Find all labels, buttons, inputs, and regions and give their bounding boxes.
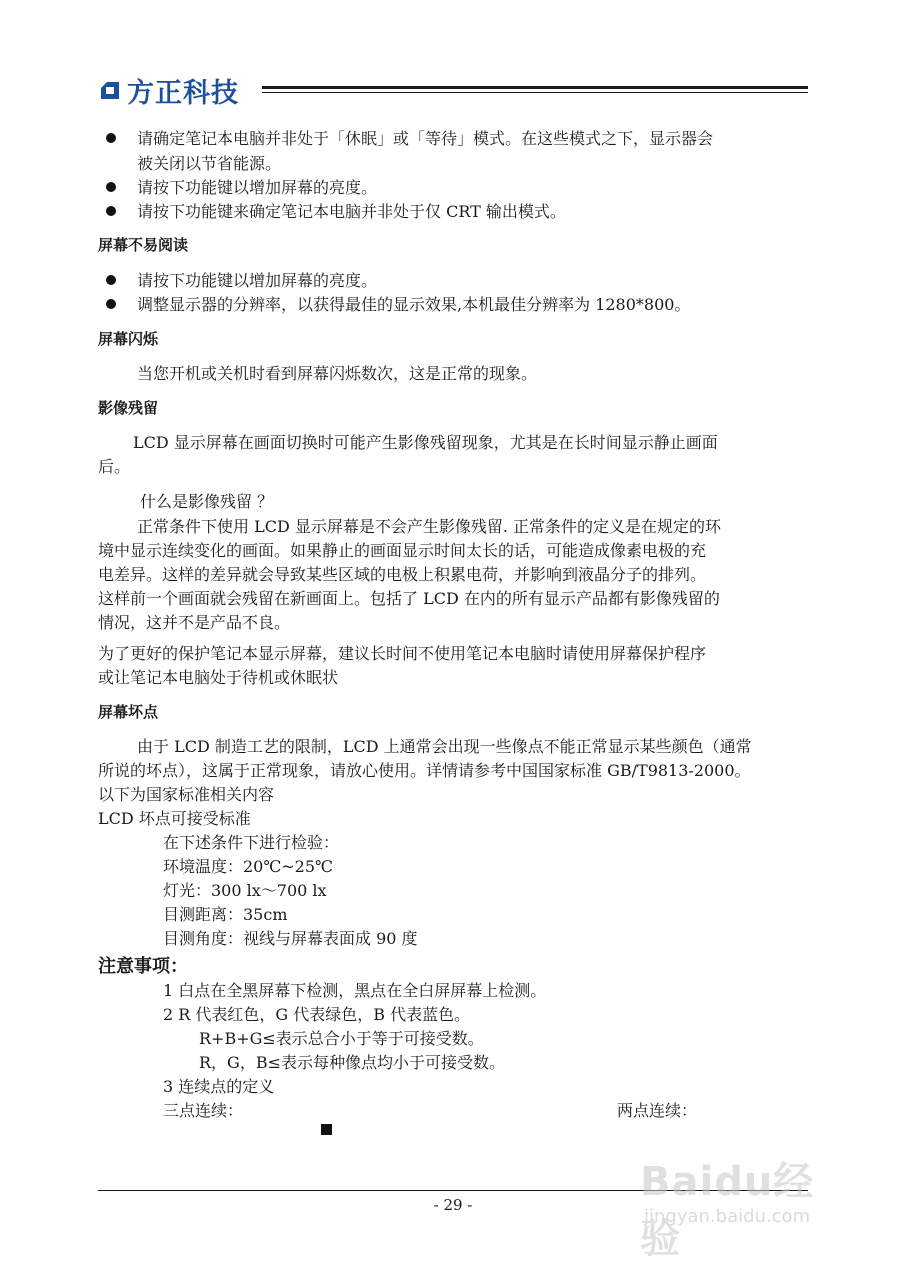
paragraph-line: 后。 [98, 457, 131, 476]
condition-line: 在下述条件下进行检验： [163, 833, 340, 852]
note-line: 3 连续点的定义 [163, 1077, 275, 1096]
paragraph-line: LCD 坏点可接受标准 [98, 809, 251, 828]
section-heading-flicker: 屏幕闪烁 [98, 330, 159, 348]
paragraph-line: 这样前一个画面就会残留在新画面上。包括了 LCD 在内的所有显示产品都有影像残留的 [98, 589, 720, 608]
list-item: 请按下功能键以增加屏幕的亮度。 [137, 178, 378, 197]
three-point-label: 三点连续： [163, 1101, 244, 1120]
list-item: 请确定笔记本电脑并非处于「休眠」或「等待」模式。在这些模式之下，显示器会 [137, 129, 714, 148]
bullet-icon [106, 206, 116, 216]
note-line: 1 白点在全黑屏幕下检测，黑点在全白屏屏幕上检测。 [163, 981, 547, 1000]
question-line: 什么是影像残留 ？ [140, 492, 274, 511]
list-item: 请按下功能键以增加屏幕的亮度。 [137, 271, 378, 290]
paragraph-line: 或让笔记本电脑处于待机或休眠状 [98, 668, 339, 687]
paragraph-line: 由于 LCD 制造工艺的限制，LCD 上通常会出现一些像点不能正常显示某些颜色（通常 [137, 737, 752, 756]
paragraph-line: 电差异。这样的差异就会导致某些区域的电极上积累电荷，并影响到液晶分子的排列。 [98, 565, 707, 584]
bullet-icon [106, 299, 116, 309]
section-heading-dead-pixels: 屏幕坏点 [98, 703, 159, 721]
section-heading-notes: 注意事项： [98, 956, 188, 977]
watermark-logo: Baidu经验 [640, 1159, 815, 1262]
pixel-square-icon [321, 1124, 332, 1135]
condition-line: 灯光：300 lx～700 lx [163, 881, 327, 900]
watermark-url: jingyan.baidu.com [644, 1206, 811, 1227]
founder-logo-icon [98, 78, 122, 102]
note-line: R，G，B≤表示每种像点均小于可接受数。 [199, 1053, 505, 1072]
paragraph-line: 所说的坏点），这属于正常现象，请放心使用。详情请参考中国国家标准 GB/T9813-2000。 [98, 761, 751, 780]
company-logo [98, 74, 239, 109]
header-rule-thin [262, 92, 808, 93]
note-line: R+B+G≤表示总合小于等于可接受数。 [199, 1029, 484, 1048]
header-rule [262, 86, 808, 89]
list-item: 调整显示器的分辨率，以获得最佳的显示效果,本机最佳分辨率为 1280*800。 [137, 295, 691, 314]
list-item: 请按下功能键来确定笔记本电脑并非处于仅 CRT 输出模式。 [137, 202, 566, 221]
logo-text: 方正科技 [127, 77, 239, 109]
section-heading-ghosting: 影像残留 [98, 399, 159, 417]
section-heading-unreadable: 屏幕不易阅读 [98, 236, 189, 254]
paragraph-line: 以下为国家标准相关内容 [98, 785, 275, 804]
condition-line: 环境温度：20℃~25℃ [163, 857, 333, 876]
paragraph-line: 境中显示连续变化的画面。如果静止的画面显示时间太长的话，可能造成像素电极的充 [98, 541, 707, 560]
bullet-icon [106, 182, 116, 192]
condition-line: 目测距离：35cm [163, 905, 288, 924]
note-line: 2 R 代表红色，G 代表绿色，B 代表蓝色。 [163, 1005, 471, 1024]
two-point-label: 两点连续： [617, 1101, 698, 1120]
list-item-continued: 被关闭以节省能源。 [137, 154, 282, 173]
condition-line: 目测角度：视线与屏幕表面成 90 度 [163, 929, 418, 948]
bullet-icon [106, 133, 116, 143]
paragraph: 当您开机或关机时看到屏幕闪烁数次，这是正常的现象。 [137, 364, 538, 383]
paragraph-line: 情况，这并不是产品不良。 [98, 613, 291, 632]
paragraph-line: 为了更好的保护笔记本显示屏幕，建议长时间不使用笔记本电脑时请使用屏幕保护程序 [98, 644, 707, 663]
bullet-icon [106, 275, 116, 285]
watermark [640, 1150, 850, 1262]
page-number: - 29 - [433, 1196, 473, 1214]
paragraph-line: LCD 显示屏幕在画面切换时可能产生影像残留现象，尤其是在长时间显示静止画面 [133, 433, 718, 452]
paragraph-line: 正常条件下使用 LCD 显示屏幕是不会产生影像残留. 正常条件的定义是在规定的环 [137, 517, 722, 536]
